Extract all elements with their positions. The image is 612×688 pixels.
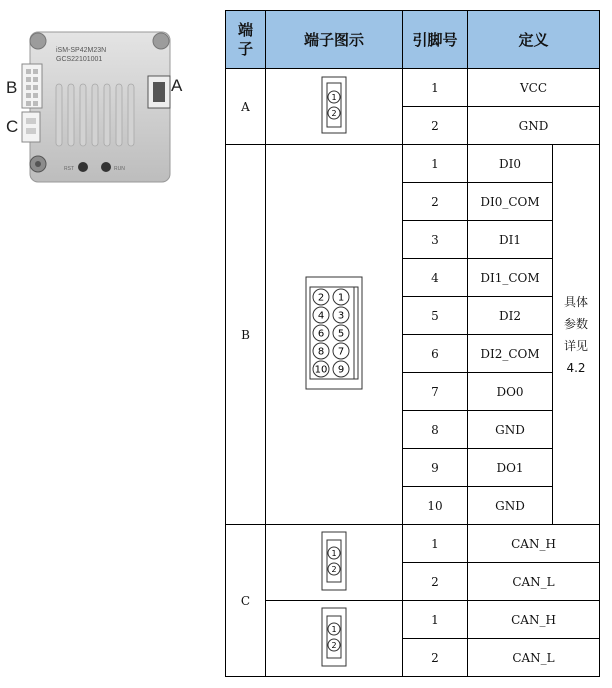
pin-circle-label: 6: [317, 328, 325, 340]
pin-number: 3: [403, 221, 468, 259]
pin-definition: DI2: [468, 297, 553, 335]
connector-c1-diagram: [266, 525, 403, 601]
two-pin-connector-icon: [319, 530, 349, 592]
pin-circle-label: 10: [314, 364, 328, 376]
pin-number: 1: [403, 69, 468, 107]
svg-text:1: 1: [331, 625, 337, 634]
pin-number: 2: [403, 107, 468, 145]
pin-circle-label: 8: [317, 346, 325, 358]
pin-definition: CAN_L: [468, 639, 600, 677]
svg-text:2: 2: [331, 109, 337, 118]
parameter-note: 具体参数详见4.2: [553, 145, 600, 525]
serial-text: GCS22101001: [56, 56, 103, 63]
model-text: iSM-SP42M23N: [56, 47, 107, 54]
pin-number: 1: [403, 525, 468, 563]
pin-definition: DO0: [468, 373, 553, 411]
pin-circle-label: 4: [317, 310, 325, 322]
pin-number: 10: [403, 487, 468, 525]
pin-definition: DI0_COM: [468, 183, 553, 221]
pin-circle-label: 7: [337, 346, 345, 358]
pin-definition: DI2_COM: [468, 335, 553, 373]
header-definition: 定义: [468, 11, 600, 69]
pin-number: 8: [403, 411, 468, 449]
terminal-b: B: [226, 145, 266, 525]
pin-definition: GND: [468, 487, 553, 525]
pin-table: [225, 10, 600, 677]
connector-b-diagram: [266, 145, 403, 525]
pin-circle-label: 1: [337, 292, 345, 304]
pin-definition: DI1_COM: [468, 259, 553, 297]
pin-definition: GND: [468, 411, 553, 449]
pin-circle-label: 2: [317, 292, 325, 304]
svg-text:1: 1: [331, 93, 337, 102]
header-pin: 引脚号: [403, 11, 468, 69]
two-pin-connector-icon: [319, 75, 349, 135]
pin-definition: DI0: [468, 145, 553, 183]
heat-sink-fins: [56, 84, 134, 146]
pin-definition: DI1: [468, 221, 553, 259]
connector-c: [22, 112, 40, 142]
module-photo: [8, 24, 184, 190]
connector-a-diagram: [266, 69, 403, 145]
pin-number: 6: [403, 335, 468, 373]
port-label-a: A: [171, 76, 183, 95]
pin-number: 7: [403, 373, 468, 411]
connector-c2-diagram: [266, 601, 403, 677]
led-label-run: RUN: [114, 166, 125, 172]
svg-text:2: 2: [331, 641, 337, 650]
pin-number: 2: [403, 639, 468, 677]
pin-number: 9: [403, 449, 468, 487]
pin-definition: VCC: [468, 69, 600, 107]
pin-definition: CAN_H: [468, 525, 600, 563]
pin-number: 2: [403, 563, 468, 601]
pin-number: 1: [403, 145, 468, 183]
pin-number: 2: [403, 183, 468, 221]
terminal-c: C: [226, 525, 266, 677]
pin-definition: GND: [468, 107, 600, 145]
header-diagram: 端子图示: [266, 11, 403, 69]
terminal-a: A: [226, 69, 266, 145]
svg-text:2: 2: [331, 565, 337, 574]
svg-text:1: 1: [331, 549, 337, 558]
pin-circle-label: 9: [337, 364, 345, 376]
ten-pin-connector-icon: [304, 275, 364, 391]
pin-definition: DO1: [468, 449, 553, 487]
pin-circle-label: 5: [337, 328, 345, 340]
port-label-b: B: [6, 78, 18, 97]
port-label-c: C: [6, 117, 19, 136]
led-label-rst: RST: [64, 166, 74, 172]
connector-b: [22, 64, 42, 108]
pin-number: 5: [403, 297, 468, 335]
two-pin-connector-icon: [319, 606, 349, 668]
pin-circle-label: 3: [337, 310, 345, 322]
header-terminal: 端子: [226, 11, 266, 69]
pin-number: 4: [403, 259, 468, 297]
pin-definition: CAN_H: [468, 601, 600, 639]
pin-definition: CAN_L: [468, 563, 600, 601]
pin-number: 1: [403, 601, 468, 639]
